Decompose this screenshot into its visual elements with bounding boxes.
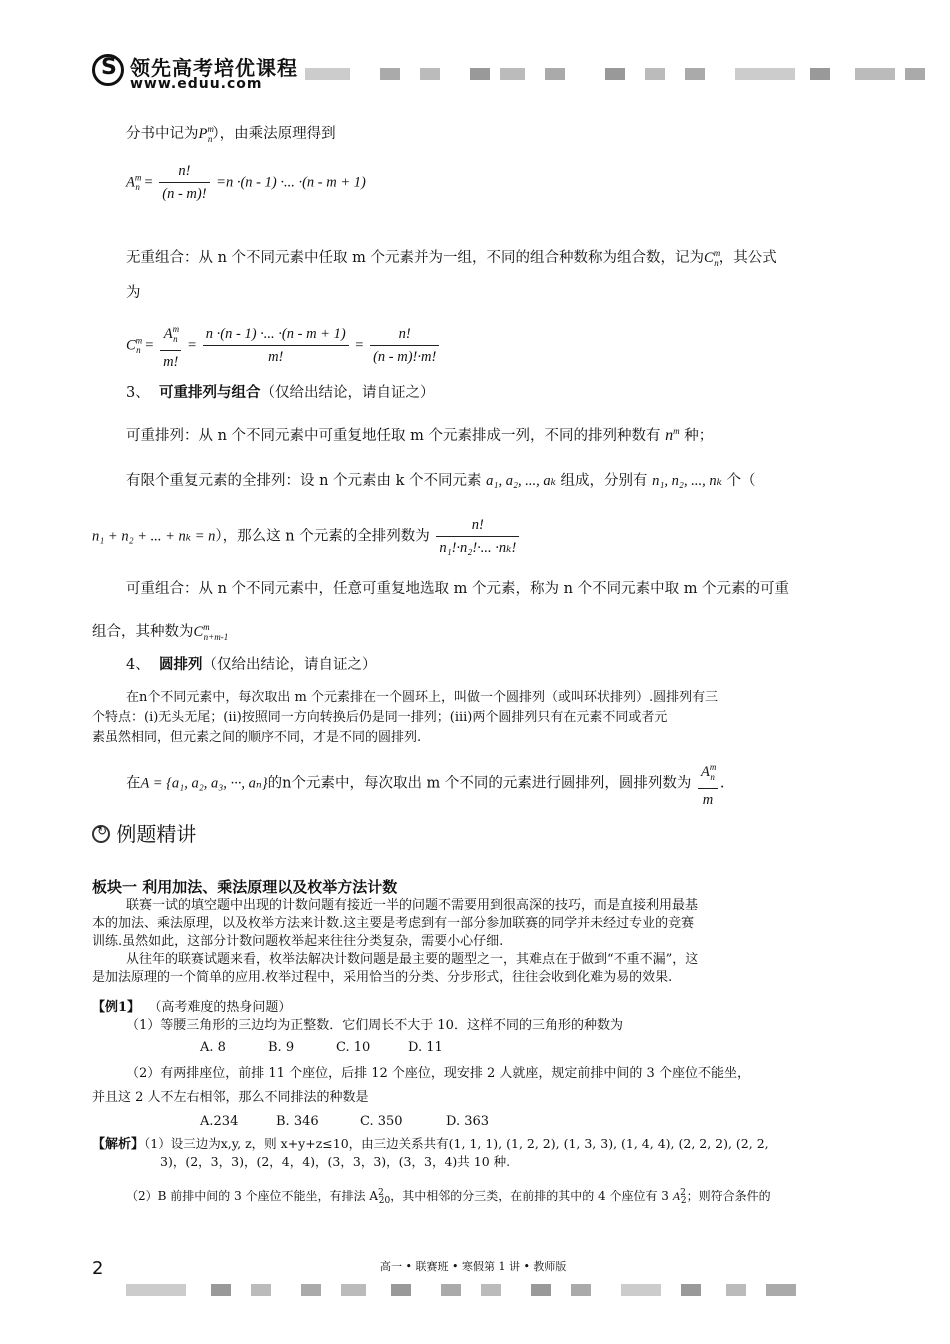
subsection-title: 4、 圆排列（仅给出结论，请自证之）	[126, 656, 377, 673]
arrow-circle-icon: ↻	[92, 825, 110, 843]
header-decor-strip	[305, 68, 925, 80]
page-number: 2	[92, 1258, 104, 1279]
text-line: 本的加法、乘法原理，以及枚举方法来计数.这主要是考虑到有一部分参加联赛的同学并未经过专业的竞赛	[92, 916, 695, 931]
text-line: 在n个不同元素中，每次取出 m 个元素排在一个圆环上，叫做一个圆排列（或叫环状排列）.圆排列有三	[126, 690, 719, 705]
solution-line: 【解析】（1）设三边为x,y, z，则 x+y+z≤10，由三边关系共有(1, 1, 1), (1, 2, 2), (1, 3, 3), (1, 4, 4), (2, 2, 2), (2, 2,	[92, 1136, 769, 1152]
text-line: 有限个重复元素的全排列：设 n 个元素由 k 个不同元素 a₁, a₂, ..., aₖ 组成，分别有 n₁, n₂, ..., nₖ 个（	[126, 473, 756, 489]
text-line: 无重组合：从 n 个不同元素中任取 m 个元素并为一组，不同的组合种数称为组合数，记为$C^m_n$，其公式	[126, 248, 777, 268]
question-line: 并且这 2 人不左右相邻，那么不同排法的种数是	[92, 1090, 369, 1105]
formula-multiset-permutation: n₁ + n₂ + ... + nₖ = n），那么这 n 个元素的全排列数为 $\frac{n!}{\text{n₁!·n₂!·... ·nₖ!}}$	[92, 514, 521, 559]
text-line: 可重排列：从 n 个不同元素中可重复地任取 m 个元素排成一列，不同的排列种数有 $n^m$ 种；	[126, 426, 714, 444]
block-title: 板块一 利用加法、乘法原理以及枚举方法计数	[92, 878, 398, 896]
formula-circular-permutation: 在A = {a₁, a₂, a₃, ···, aₙ}的n个元素中，每次取出 m 个不同的元素进行圆排列，圆排列数为 $\frac{A^m_n}{m}$ .	[126, 756, 725, 811]
question-line: （2）有两排座位，前排 11 个座位，后排 12 个座位，现安排 2 人就座，规定前排中间的 3 个座位不能坐，	[126, 1066, 750, 1081]
text-line: 组合，其种数为$C^m_{n+m-1}$	[92, 622, 229, 642]
options-row: A.234 B. 346 C. 350 D. 363	[200, 1114, 490, 1129]
footer-caption: 高一 • 联赛班 • 寒假第 1 讲 • 教师版	[380, 1260, 567, 1273]
section-heading: ↻ 例题精讲	[92, 818, 196, 847]
options-row: A. 8 B. 9 C. 10 D. 11	[200, 1040, 443, 1055]
formula-combination: $C^m_n$ = $\frac{A^m_n}{m!}$ = $\frac{n \cdot(n - 1) \cdot... \cdot(n - m + 1)}{m!}$ = $\frac{n!}{(n - m)!\cdot m!}$	[126, 318, 441, 373]
subsection-title: 3、 可重排列与组合（仅给出结论，请自证之）	[126, 384, 435, 401]
logo-text: 领先高考培优课程	[130, 56, 298, 80]
text-line: 分书中记为$P^m_n$），由乘法原理得到	[126, 124, 336, 144]
text-line: 素虽然相同，但元素之间的顺序不同，才是不同的圆排列.	[92, 730, 422, 745]
solution-line: （2）B 前排中间的 3 个座位不能坐，有排法 $A^2_{20}$，其中相邻的分三类，在前排的其中的 4 个座位有 3 $A^2_2$；则符合条件的	[126, 1188, 771, 1207]
example-label: 【例1】 （高考难度的热身问题）	[92, 1000, 292, 1015]
text-line: 个特点：(i)无头无尾；(ii)按照同一方向转换后仍是同一排列；(iii)两个圆排列只有在元素不同或者元	[92, 710, 668, 725]
text-line: 从往年的联赛试题来看，枚举法解决计数问题是最主要的题型之一，其难点在于做到“不重不漏”，这	[126, 952, 699, 967]
formula-permutation: $A^m_n$ = $\frac{n!}{(n - m)!}$ =n ·(n - 1) ·... ·(n - m + 1)	[126, 160, 366, 205]
text-line: 可重组合：从 n 个不同元素中，任意可重复地选取 m 个元素，称为 n 个不同元素中取 m 个元素的可重	[126, 581, 790, 597]
text-line: 联赛一试的填空题中出现的计数问题有接近一半的问题不需要用到很高深的技巧，而是直接利用最基	[126, 898, 699, 913]
question-line: （1）等腰三角形的三边均为正整数．它们周长不大于 10．这样不同的三角形的种数为	[126, 1018, 623, 1033]
text-line: 训练.虽然如此，这部分计数问题枚举起来往往分类复杂，需要小心仔细.	[92, 934, 504, 949]
text-line: 为	[126, 285, 141, 301]
solution-line: 3)，(2，3，3)，(2，4，4)，(3，3，3)，(3，3，4)共 10 种.	[160, 1154, 511, 1169]
logo-url: www.eduu.com	[130, 76, 263, 92]
text-line: 是加法原理的一个简单的应用.枚举过程中，采用恰当的分类、分步形式，往往会收到化难为易的效果.	[92, 970, 673, 985]
footer-decor-strip	[126, 1284, 796, 1296]
logo-icon: S	[92, 54, 124, 86]
